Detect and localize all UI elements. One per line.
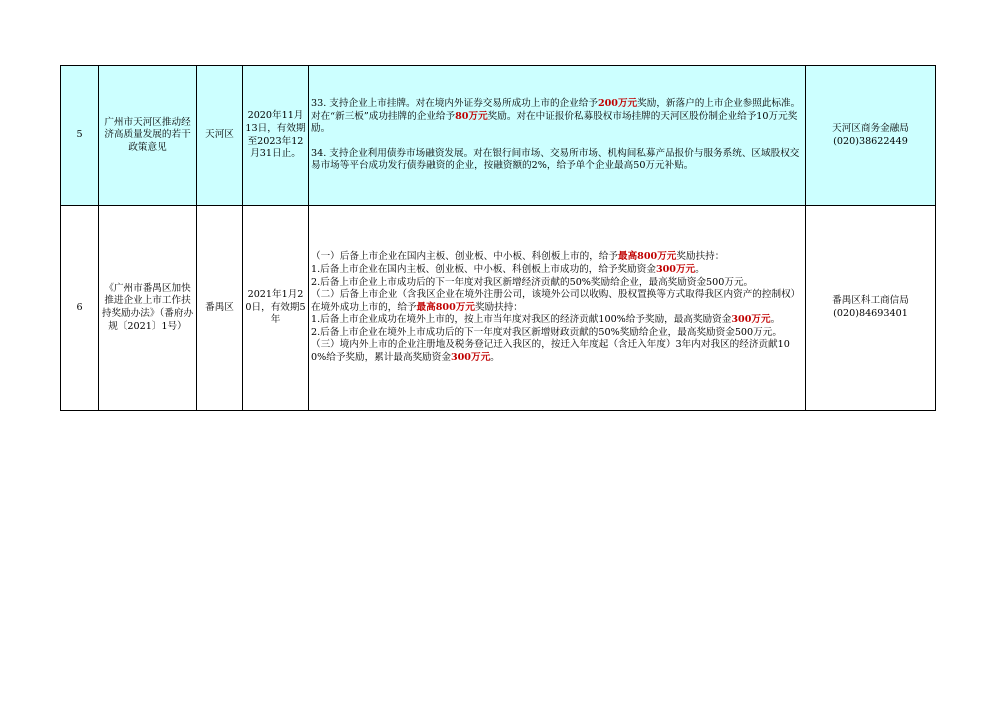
highlight-amount: 最高800万元 [416,301,475,313]
content-text: 。 [770,314,781,326]
content-text: 奖励扶持： [676,251,725,263]
content-paragraph [311,264,803,277]
highlight-amount: 300万元 [450,352,491,364]
contact-phone: (020)84693401 [833,308,908,319]
content-paragraph: 34. 支持企业利用债券市场融资发展。对在银行间市场、交易所市场、机构间私募产品报价与服务系统、区域股权交易市场等平台成功发行债券融资的企业，按融资额的2%，给予单个企业最高50万元补贴。 [311,147,800,172]
highlight-amount: 80万元 [455,110,488,122]
policy-name: 《广州市番禺区加快推进企业上市工作扶持奖励办法》（番府办规〔2021〕1号） [99,206,197,411]
content-text: 1.后备上市企业在国内主板、创业板、中小板、科创板上市成功的，给予奖励资金 [311,263,656,275]
validity-period: 2021年1月20日，有效期5年 [243,206,309,411]
row-number: 6 [61,206,99,411]
content-text: 33. 支持企业上市挂牌。对在境内外证券交易所成功上市的企业给予 [311,98,598,110]
content-paragraph [311,98,803,136]
content-paragraph [311,339,803,364]
highlight-amount: 300万元 [731,314,771,326]
content-text: 奖励，新落户的上市企业参照此标准。对在“新三板”成功挂牌的企业给予 [311,98,801,122]
content-paragraph: 2.后备上市企业上市成功后的下一年度对我区新增经济贡献的50%奖励给企业，最高奖励资金500万元。 [311,276,754,288]
district: 番禺区 [197,206,243,411]
row-number: 5 [61,66,99,206]
content-text: （三）境内外上市的企业注册地及税务登记迁入我区的，按迁入年度起（含迁入年度）3年内对我区的经济贡献100%给予奖励，累计最高奖励资金 [311,339,790,364]
contact-department: 番禺区科工商信局 [832,295,909,307]
content-text: （一）后备上市企业在国内主板、创业板、中小板、科创板上市的，给予 [311,251,618,263]
table-row [61,66,936,206]
content-text: 1.后备上市企业成功在境外上市的，按上市当年度对我区的经济贡献100%给予奖励，最高奖励资金 [311,314,732,326]
content-text: 奖励。对在中证报价私募股权市场挂牌的天河区股份制企业给予10万元奖励。 [311,110,798,135]
policy-table [60,65,936,411]
contact-department: 天河区商务金融局 [832,122,909,134]
district: 天河区 [197,66,243,206]
content-text: 奖励扶持： [474,301,523,313]
policy-content [309,66,806,206]
table-row [61,206,936,411]
highlight-amount: 300万元 [655,263,696,275]
policy-name: 广州市天河区推动经济高质量发展的若干政策意见 [99,66,197,206]
contact-cell [806,206,936,411]
content-text: （二）后备上市企业（含我区企业在境外注册公司，该境外公司以收购、股权置换等方式取得我区内资产的控制权）在境外成功上市的，给予 [311,289,801,313]
paragraph-gap [311,136,803,148]
policy-content [309,206,806,411]
content-paragraph [311,289,803,314]
validity-period: 2020年11月13日，有效期至2023年12月31日止。 [243,66,309,206]
highlight-amount: 最高800万元 [618,251,677,263]
contact-phone: (020)38622449 [833,135,908,147]
content-paragraph: 2.后备上市企业在境外上市成功后的下一年度对我区新增财政贡献的50%奖励给企业，最高奖励资金500万元。 [311,326,782,338]
content-text: 。 [695,263,705,275]
content-paragraph [311,314,803,327]
highlight-amount: 200万元 [597,98,638,110]
contact-cell [806,66,936,206]
content-text: 。 [490,352,500,364]
content-paragraph [311,251,803,264]
